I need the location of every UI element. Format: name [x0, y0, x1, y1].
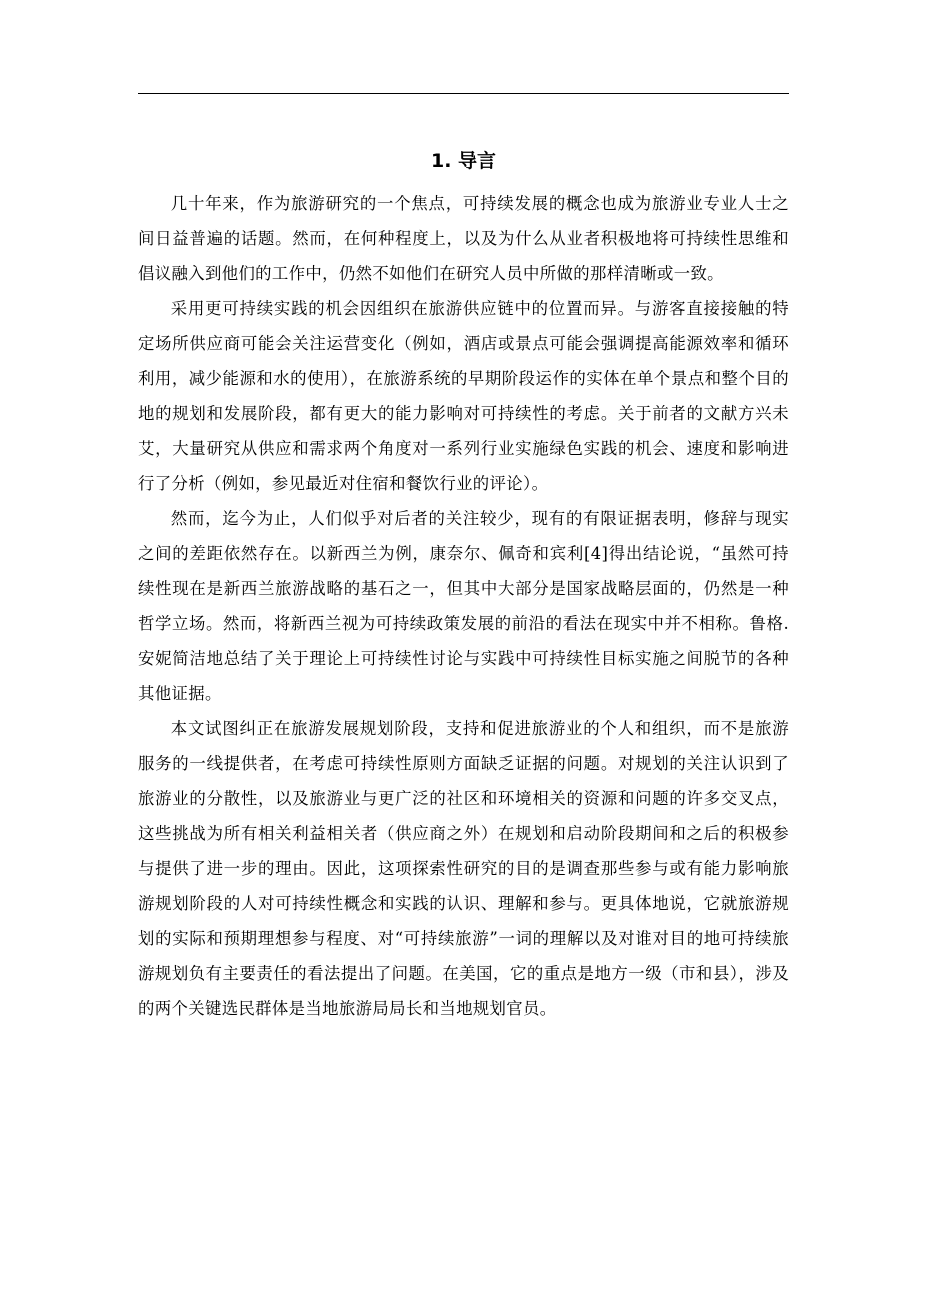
header-rule: [138, 93, 789, 94]
paragraph: 然而，迄今为止，人们似乎对后者的关注较少，现有的有限证据表明，修辞与现实之间的差距依然存在。以新西兰为例，康奈尔、佩奇和宾利[4]得出结论说，“虽然可持续性现在是新西兰旅游战略的基石之一，但其中大部分是国家战略层面的，仍然是一种哲学立场。然而，将新西兰视为可持续政策发展的前沿的看法在现实中并不相称。鲁格.安妮简洁地总结了关于理论上可持续性讨论与实践中可持续性目标实施之间脱节的各种其他证据。: [138, 509, 789, 703]
paragraph: 几十年来，作为旅游研究的一个焦点，可持续发展的概念也成为旅游业专业人士之间日益普遍的话题。然而，在何种程度上，以及为什么从业者积极地将可持续性思维和倡议融入到他们的工作中，仍然不如他们在研究人员中所做的那样清晰或一致。: [138, 194, 789, 283]
paragraph: 本文试图纠正在旅游发展规划阶段，支持和促进旅游业的个人和组织，而不是旅游服务的一线提供者，在考虑可持续性原则方面缺乏证据的问题。对规划的关注认识到了旅游业的分散性，以及旅游业与更广泛的社区和环境相关的资源和问题的许多交叉点，这些挑战为所有相关利益相关者（供应商之外）在规划和启动阶段期间和之后的积极参与提供了进一步的理由。因此，这项探索性研究的目的是调查那些参与或有能力影响旅游规划阶段的人对可持续性概念和实践的认识、理解和参与。更具体地说，它就旅游规划的实际和预期理想参与程度、对“可持续旅游”一词的理解以及对谁对目的地可持续旅游规划负有主要责任的看法提出了问题。在美国，它的重点是地方一级（市和县），涉及的两个关键选民群体是当地旅游局局长和当地规划官员。: [138, 719, 789, 1018]
section-title: 1. 导言: [430, 150, 497, 172]
body-text: [138, 186, 789, 1026]
paragraph: 采用更可持续实践的机会因组织在旅游供应链中的位置而异。与游客直接接触的特定场所供应商可能会关注运营变化（例如，酒店或景点可能会强调提高能源效率和循环利用，减少能源和水的使用），在旅游系统的早期阶段运作的实体在单个景点和整个目的地的规划和发展阶段，都有更大的能力影响对可持续性的考虑。关于前者的文献方兴未艾，大量研究从供应和需求两个角度对一系列行业实施绿色实践的机会、速度和影响进行了分析（例如，参见最近对住宿和餐饮行业的评论）。: [138, 299, 789, 493]
